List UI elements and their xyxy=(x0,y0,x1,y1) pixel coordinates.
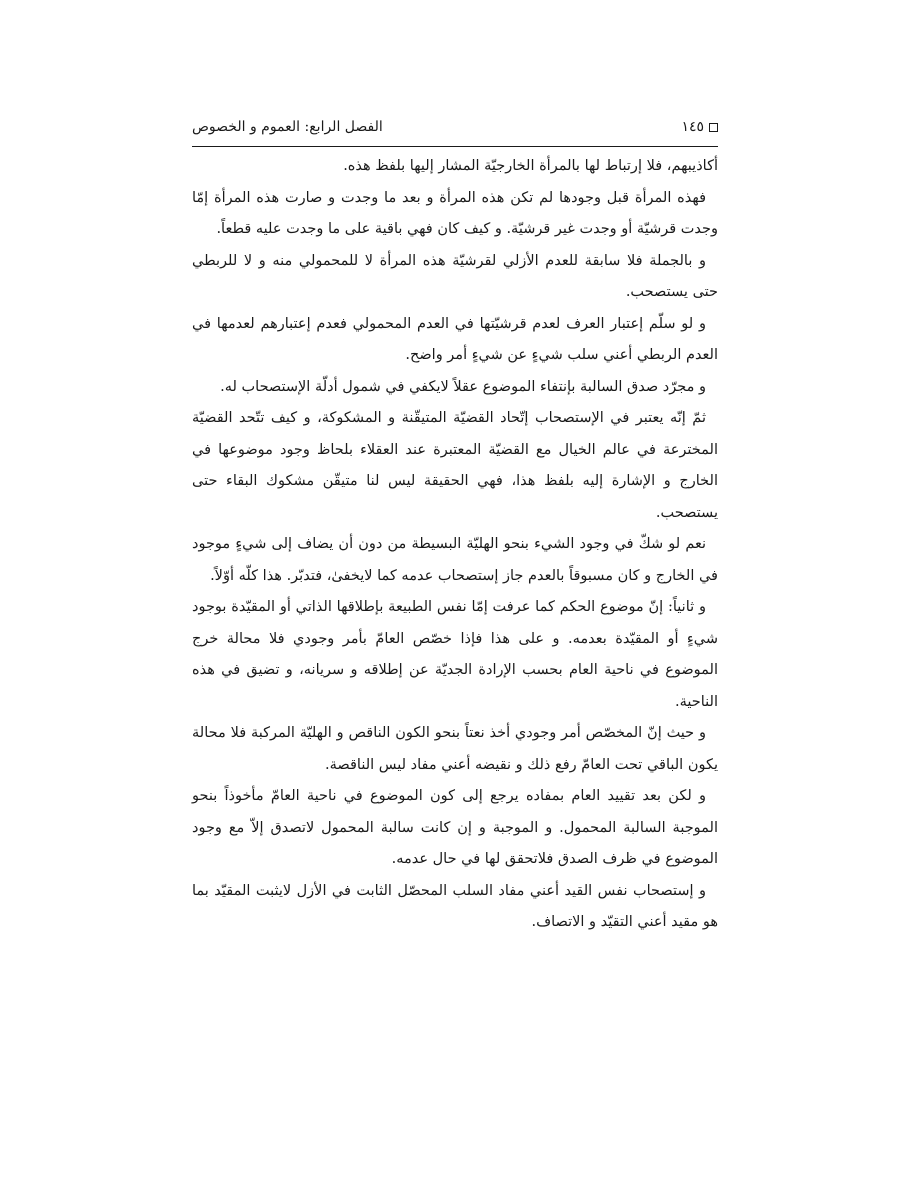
paragraph: و بالجملة فلا سابقة للعدم الأزلي لقرشيّة هذه المرأة لا للمحمولي منه و لا للربطي حتى يستصحب. xyxy=(192,252,718,300)
paragraph: ثمّ إنّه يعتبر في الإستصحاب إتّحاد القضيّة المتيقّنة و المشكوكة، و كيف تتّحد القضيّة المخترعة في عالم الخيال مع القضيّة المعتبرة عند العقلاء بلحاظ وجود موضوعها في الخارج و الإشارة إليه بلفظ هذا، فهي الحقيقة ليس لنا متيقّن مشكوك البقاء حتى يستصحب. xyxy=(192,410,718,521)
paragraph: و لو سلّم إعتبار العرف لعدم قرشيّتها في العدم المحمولي فعدم إعتبارهم لعدمها في العدم الربطي أعني سلب شيءٍ عن شيءٍ أمر واضح. xyxy=(192,315,718,363)
paragraph: أكاذيبهم، فلا إرتباط لها بالمرأة الخارجيّة المشار إليها بلفظ هذه. xyxy=(343,158,718,174)
paragraph: و ثانياً: إنّ موضوع الحكم كما عرفت إمّا نفس الطبيعة بإطلاقها الذاتي أو المقيّدة بوجود شيءٍ أو المقيّدة بعدمه. و على هذا فإذا خصّص العامّ بأمر وجودي فلا محالة خرج الموضوع في ناحية العام بحسب الإرادة الجديّة عن إطلاقه و سريانه، و تضيق في هذه الناحية. xyxy=(192,599,718,710)
page-number-group xyxy=(681,119,718,135)
paragraph: و مجرّد صدق السالبة بإنتفاء الموضوع عقلاً لايكفي في شمول أدلّة الإستصحاب له. xyxy=(220,378,706,395)
paragraph: نعم لو شكّ في وجود الشيء بنحو الهليّة البسيطة من دون أن يضاف إلى شيءٍ موجود في الخارج و كان مسبوقاً بالعدم جاز إستصحاب عدمه كما لايخفىٰ، فتدبّر. هذا كلّه أوّلاً. xyxy=(192,536,718,584)
header-rule xyxy=(192,146,718,147)
paragraph: فهذه المرأة قبل وجودها لم تكن هذه المرأة و بعد ما وجدت و صارت هذه المرأة إمّا وجدت قرشيّة أو وجدت غير قرشيّة. و كيف كان فهي باقية على ما وجدت عليه قطعاً. xyxy=(192,189,718,237)
paragraph: و إستصحاب نفس القيد أعني مفاد السلب المحصّل الثابت في الأزل لايثبت المقيّد بما هو مقيد أعني التقيّد و الاتصاف. xyxy=(192,882,718,930)
chapter-title: الفصل الرابع: العموم و الخصوص xyxy=(192,119,383,135)
page-number: ١٤٥ xyxy=(681,119,704,135)
paragraph: و حيث إنّ المخصّص أمر وجودي أخذ نعتاً بنحو الكون الناقص و الهليّة المركبة فلا محالة يكون الباقي تحت العامّ رفع ذلك و نقيضه أعني مفاد ليس الناقصة. xyxy=(192,725,718,773)
running-header xyxy=(192,112,718,142)
book-page xyxy=(192,112,718,939)
square-icon xyxy=(709,123,718,132)
body-text xyxy=(192,151,718,939)
paragraph: و لكن بعد تقييد العام بمفاده يرجع إلى كون الموضوع في ناحية العامّ مأخوذاً بنحو الموجبة السالبة المحمول. و الموجبة و إن كانت سالبة المحمول لاتصدق إلاّ مع وجود الموضوع في ظرف الصدق فلاتحقق لها في حال عدمه. xyxy=(192,788,718,867)
